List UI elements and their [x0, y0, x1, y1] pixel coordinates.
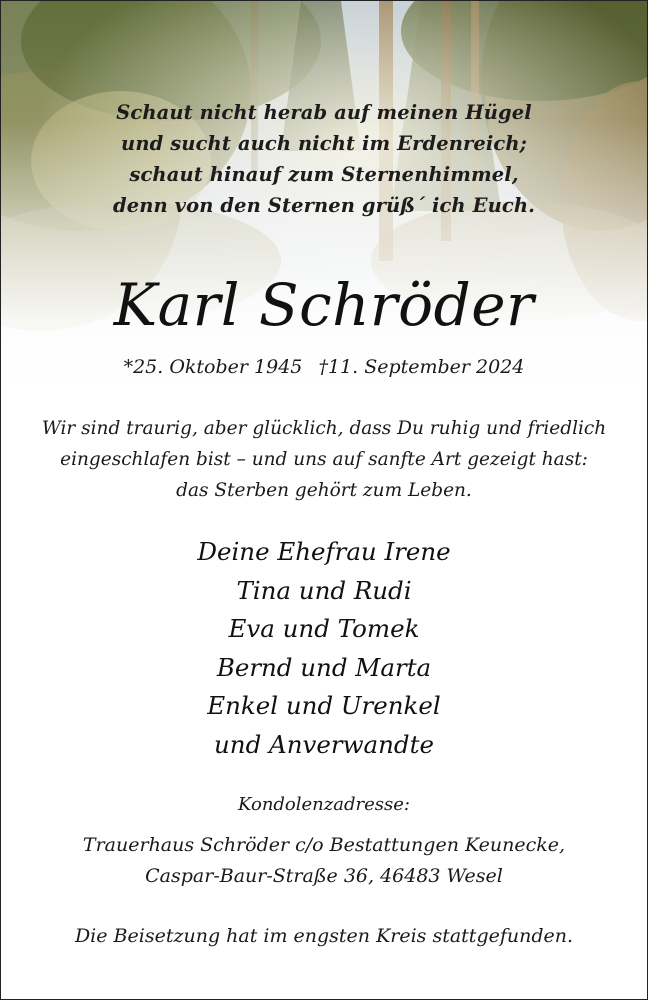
mourner-line: Enkel und Urenkel: [207, 691, 441, 720]
burial-note: Die Beisetzung hat im engsten Kreis stattgefunden.: [74, 925, 574, 947]
verse-line: und sucht auch nicht im Erdenreich;: [121, 132, 527, 155]
message-line: eingeschlafen bist – und uns auf sanfte Art gezeigt hast:: [60, 449, 588, 470]
message-line: das Sterben gehört zum Leben.: [176, 480, 472, 501]
verse-line: denn von den Sternen grüß´ ich Euch.: [113, 194, 535, 217]
verse-line: Schaut nicht herab auf meinen Hügel: [116, 101, 532, 124]
message-line: Wir sind traurig, aber glücklich, dass Du ruhig und friedlich: [41, 418, 607, 439]
death-date: †11. September 2024: [318, 356, 525, 378]
condolence-address: [1, 830, 647, 891]
address-line: Caspar-Baur-Straße 36, 46483 Wesel: [145, 864, 503, 887]
mourner-line: und Anverwandte: [214, 729, 434, 759]
birth-date: *25. Oktober 1945: [123, 356, 303, 378]
farewell-message: [1, 413, 647, 506]
life-dates: [1, 353, 647, 381]
verse-line: schaut hinauf zum Sternenhimmel,: [129, 163, 519, 186]
condolence-label: Kondolenzadresse:: [238, 794, 410, 815]
deceased-name: Karl Schröder: [113, 271, 535, 339]
mourner-line: Eva und Tomek: [228, 614, 420, 643]
mourners-list: [1, 533, 647, 764]
mourner-line: Tina und Rudi: [236, 575, 412, 605]
memorial-verse: [1, 97, 647, 221]
mourner-line: Deine Ehefrau Irene: [197, 537, 451, 566]
address-line: Trauerhaus Schröder c/o Bestattungen Keunecke,: [82, 834, 566, 856]
mourner-line: Bernd und Marta: [216, 652, 432, 682]
